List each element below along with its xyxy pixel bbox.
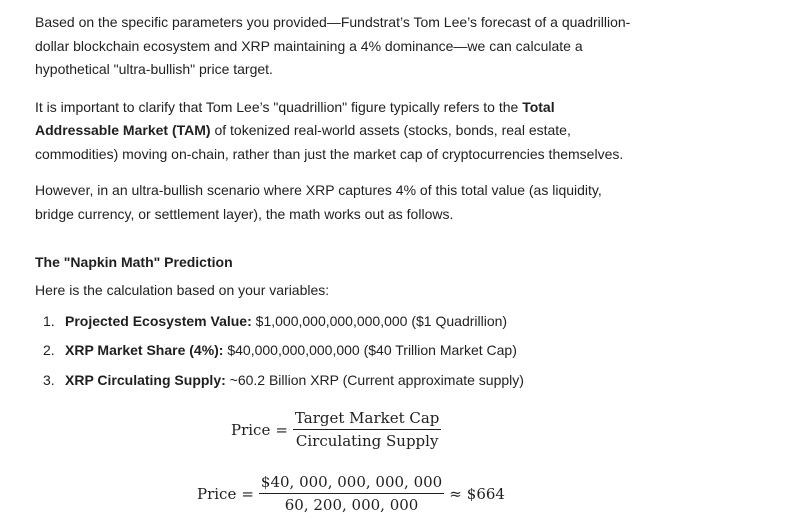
fraction-denominator: 60, 200, 000, 000 xyxy=(284,496,419,514)
list-number: 3. xyxy=(43,371,55,388)
list-item-value: $1,000,000,000,000,000 ($1 Quadrillion) xyxy=(251,312,508,329)
list-item-value: $40,000,000,000,000 ($40 Trillion Market Cap) xyxy=(223,342,517,358)
formula-lhs: Price xyxy=(197,484,237,503)
list-item xyxy=(35,339,635,361)
price-formula xyxy=(231,409,441,450)
approx-sign: ≈ xyxy=(449,484,462,503)
response-body xyxy=(35,11,635,398)
formula-fraction xyxy=(293,409,442,450)
section-heading: The "Napkin Math" Prediction xyxy=(35,254,233,270)
fraction-numerator: $40, 000, 000, 000, 000 xyxy=(259,473,444,494)
list-item-label: XRP Circulating Supply: xyxy=(65,371,226,388)
tam-term: Total Addressable Market (TAM) xyxy=(35,98,555,138)
list-item-value: ~60.2 Billion XRP (Current approximate supply) xyxy=(225,371,524,388)
list-number: 2. xyxy=(43,342,55,358)
equals-sign: = xyxy=(275,420,288,439)
clarification-paragraph xyxy=(35,96,635,167)
variables-list xyxy=(35,310,635,391)
clarification-text-start: It is important to clarify that Tom Lee’s "quadrillion" figure typically refers to the xyxy=(35,98,523,115)
formula-lhs: Price xyxy=(231,420,271,439)
list-item-label: XRP Market Share (4%): xyxy=(65,342,224,358)
intro-paragraph: Based on the specific parameters you provided—Fundstrat’s Tom Lee’s forecast of a quadrillion-dollar blockchain ecosystem and XRP maintaining a 4% dominance—we can calculate a hypothetical "ultra-bullish" price target. xyxy=(35,14,631,77)
clarification-text-end: of tokenized real-world assets (stocks, bonds, real estate, commodities) moving on-chain, rather than just the market cap of cryptocurrencies themselves. xyxy=(35,122,624,162)
price-result: $664 xyxy=(466,484,505,503)
fraction-denominator: Circulating Supply xyxy=(295,432,439,450)
list-item xyxy=(35,310,635,332)
list-number: 1. xyxy=(43,312,55,329)
list-item xyxy=(35,369,635,391)
list-item-label: Projected Ecosystem Value: xyxy=(65,312,252,329)
formula-fraction xyxy=(259,473,444,514)
equals-sign: = xyxy=(241,484,254,503)
fraction-numerator: Target Market Cap xyxy=(293,409,442,430)
section-intro: Here is the calculation based on your variables: xyxy=(35,282,330,298)
price-calculation xyxy=(197,473,505,514)
scenario-paragraph: However, in an ultra-bullish scenario where XRP captures 4% of this total value (as liquidity, bridge currency, or settlement layer), the math works out as follows. xyxy=(35,182,602,222)
